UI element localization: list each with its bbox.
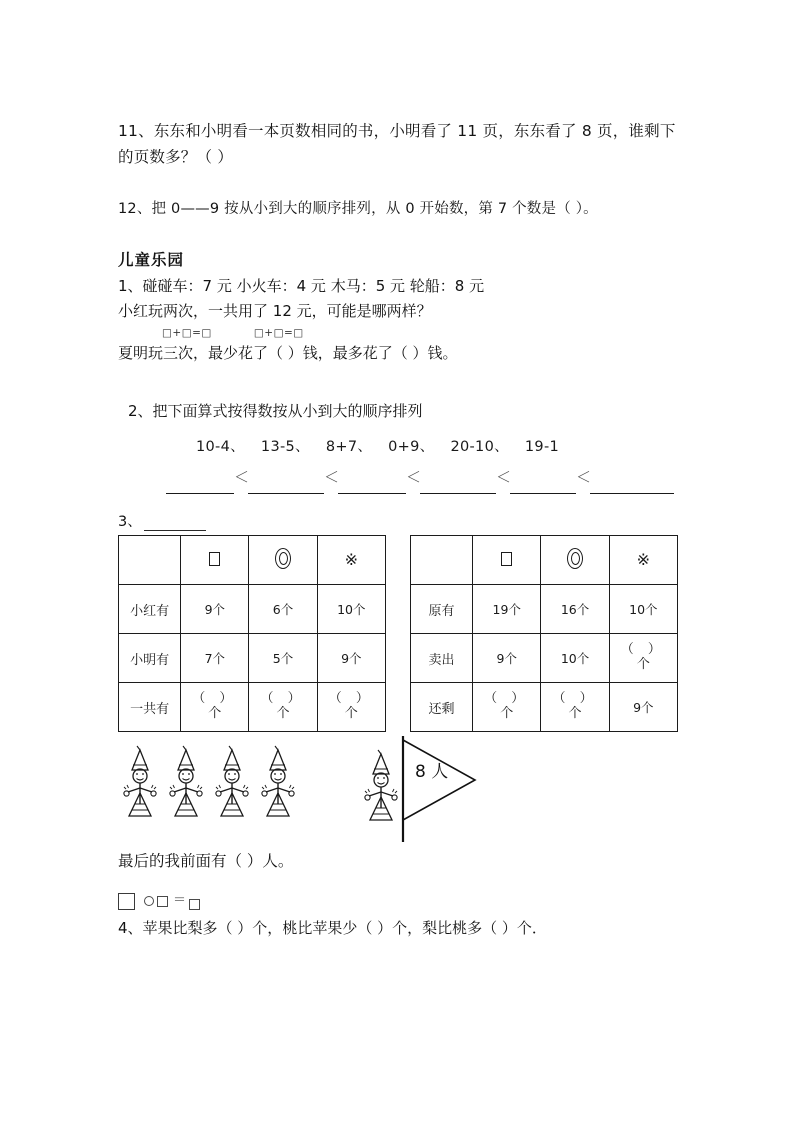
stick-figure-person	[262, 746, 294, 816]
table-row	[411, 683, 678, 732]
header-square	[181, 536, 249, 585]
table-cell-blank[interactable]	[249, 683, 317, 732]
answer-blank[interactable]	[248, 477, 324, 494]
double-oval-icon	[567, 548, 583, 569]
activity-3-label	[118, 510, 678, 531]
table-cell-blank[interactable]	[317, 683, 385, 732]
table-cell: 9个	[181, 585, 249, 634]
question-12: 12、把 0——9 按从小到大的顺序排列，从 0 开始数，第 7 个数是（ ）。	[118, 201, 598, 217]
stick-figure-person	[365, 750, 397, 820]
table-cell: 7个	[181, 634, 249, 683]
question-11: 11、东东和小明看一本页数相同的书，小明看了 11 页，东东看了 8 页，谁剩下的页数多？（ ）	[118, 122, 676, 166]
square-box-result[interactable]	[189, 899, 200, 910]
header-oval	[249, 536, 317, 585]
table-row	[411, 634, 678, 683]
square-box-large[interactable]	[118, 893, 135, 910]
box-expression-2: □+□=□	[253, 327, 304, 339]
less-than-sign: ＜	[406, 468, 422, 486]
activity-2-title: 2、把下面算式按得数按从小到大的顺序排列	[128, 402, 423, 420]
table-cell-blank[interactable]	[541, 683, 609, 732]
equals-sign: ＝	[173, 892, 187, 908]
table-header-row	[411, 536, 678, 585]
corner-cell	[119, 536, 181, 585]
table-cell: 10个	[317, 585, 385, 634]
table-cell-blank[interactable]	[609, 634, 677, 683]
stick-figure-person	[124, 746, 156, 816]
asterisk-icon: ※	[344, 550, 359, 569]
left-table	[118, 535, 386, 732]
blank-answer: （ ） 个	[260, 691, 306, 721]
header-asterisk	[317, 536, 385, 585]
activity-3-figure	[118, 734, 678, 846]
row-label: 小红有	[119, 585, 181, 634]
stick-figure-person	[216, 746, 248, 816]
answer-blank[interactable]	[510, 477, 576, 494]
answer-blank[interactable]	[420, 477, 496, 494]
table-cell: 10个	[609, 585, 677, 634]
section-title: 儿童乐园	[118, 251, 185, 269]
table-cell: 9个	[317, 634, 385, 683]
table-row	[119, 585, 386, 634]
activity-3-number: 3、	[118, 514, 142, 530]
table-cell: 9个	[473, 634, 541, 683]
less-than-sign: ＜	[234, 468, 250, 486]
circle-operator-icon	[144, 896, 154, 906]
table-cell: 5个	[249, 634, 317, 683]
table-cell: 16个	[541, 585, 609, 634]
header-asterisk	[609, 536, 677, 585]
row-label: 原有	[411, 585, 473, 634]
expression-item: 13-5、	[260, 439, 310, 455]
activity-2-expressions	[118, 435, 678, 456]
double-oval-icon	[275, 548, 291, 569]
activity-1-box-expressions	[118, 327, 678, 339]
stick-figure-person	[170, 746, 202, 816]
activity-2-answer-blanks	[118, 470, 678, 494]
right-table	[410, 535, 678, 732]
expression-item: 19-1	[524, 439, 560, 455]
worksheet-content	[118, 118, 678, 941]
answer-blank[interactable]	[590, 477, 674, 494]
activity-1-minmax: 夏明玩三次，最少花了（ ）钱，最多花了（ ）钱。	[118, 344, 458, 362]
blank-answer: （ ） 个	[552, 691, 598, 721]
table-cell: 9个	[609, 683, 677, 732]
square-icon	[209, 552, 220, 566]
activity-3-rule	[144, 518, 206, 531]
table-cell-blank[interactable]	[473, 683, 541, 732]
asterisk-icon: ※	[636, 550, 651, 569]
activity-3-symbol-expression	[118, 890, 678, 912]
square-box-small[interactable]	[157, 896, 168, 907]
table-cell: 19个	[473, 585, 541, 634]
flag-label: 8 人	[415, 762, 449, 782]
less-than-sign: ＜	[496, 468, 512, 486]
activity-1-prices: 1、碰碰车：7 元 小火车：4 元 木马：5 元 轮船：8 元	[118, 277, 485, 295]
corner-cell	[411, 536, 473, 585]
blank-answer: （ ） 个	[620, 642, 666, 672]
square-icon	[501, 552, 512, 566]
expression-item: 10-4、	[196, 439, 245, 455]
row-label: 卖出	[411, 634, 473, 683]
less-than-sign: ＜	[576, 468, 592, 486]
activity-3-caption: 最后的我前面有（ ）人。	[118, 852, 294, 870]
table-row	[119, 634, 386, 683]
question-4: 4、苹果比梨多（ ）个，桃比苹果少（ ）个，梨比桃多（ ）个．	[118, 919, 547, 937]
table-cell-blank[interactable]	[181, 683, 249, 732]
less-than-sign: ＜	[324, 468, 340, 486]
answer-blank[interactable]	[166, 477, 234, 494]
blank-answer: （ ） 个	[328, 691, 374, 721]
row-label: 小明有	[119, 634, 181, 683]
table-row	[119, 683, 386, 732]
expression-item: 0+9、	[388, 439, 435, 455]
row-label: 还剩	[411, 683, 473, 732]
header-square	[473, 536, 541, 585]
table-header-row	[119, 536, 386, 585]
people-and-flag-illustration	[118, 734, 678, 846]
expression-item: 20-10、	[450, 439, 509, 455]
blank-answer: （ ） 个	[484, 691, 530, 721]
box-expression-1: □+□=□	[162, 327, 212, 339]
table-cell: 6个	[249, 585, 317, 634]
row-label: 一共有	[119, 683, 181, 732]
answer-blank[interactable]	[338, 477, 406, 494]
activity-3-tables	[118, 535, 678, 732]
expression-item: 8+7、	[325, 439, 373, 455]
table-row	[411, 585, 678, 634]
table-cell: 10个	[541, 634, 609, 683]
activity-1-question: 小红玩两次，一共用了 12 元，可能是哪两样？	[118, 302, 432, 320]
header-oval	[541, 536, 609, 585]
blank-answer: （ ） 个	[192, 691, 238, 721]
